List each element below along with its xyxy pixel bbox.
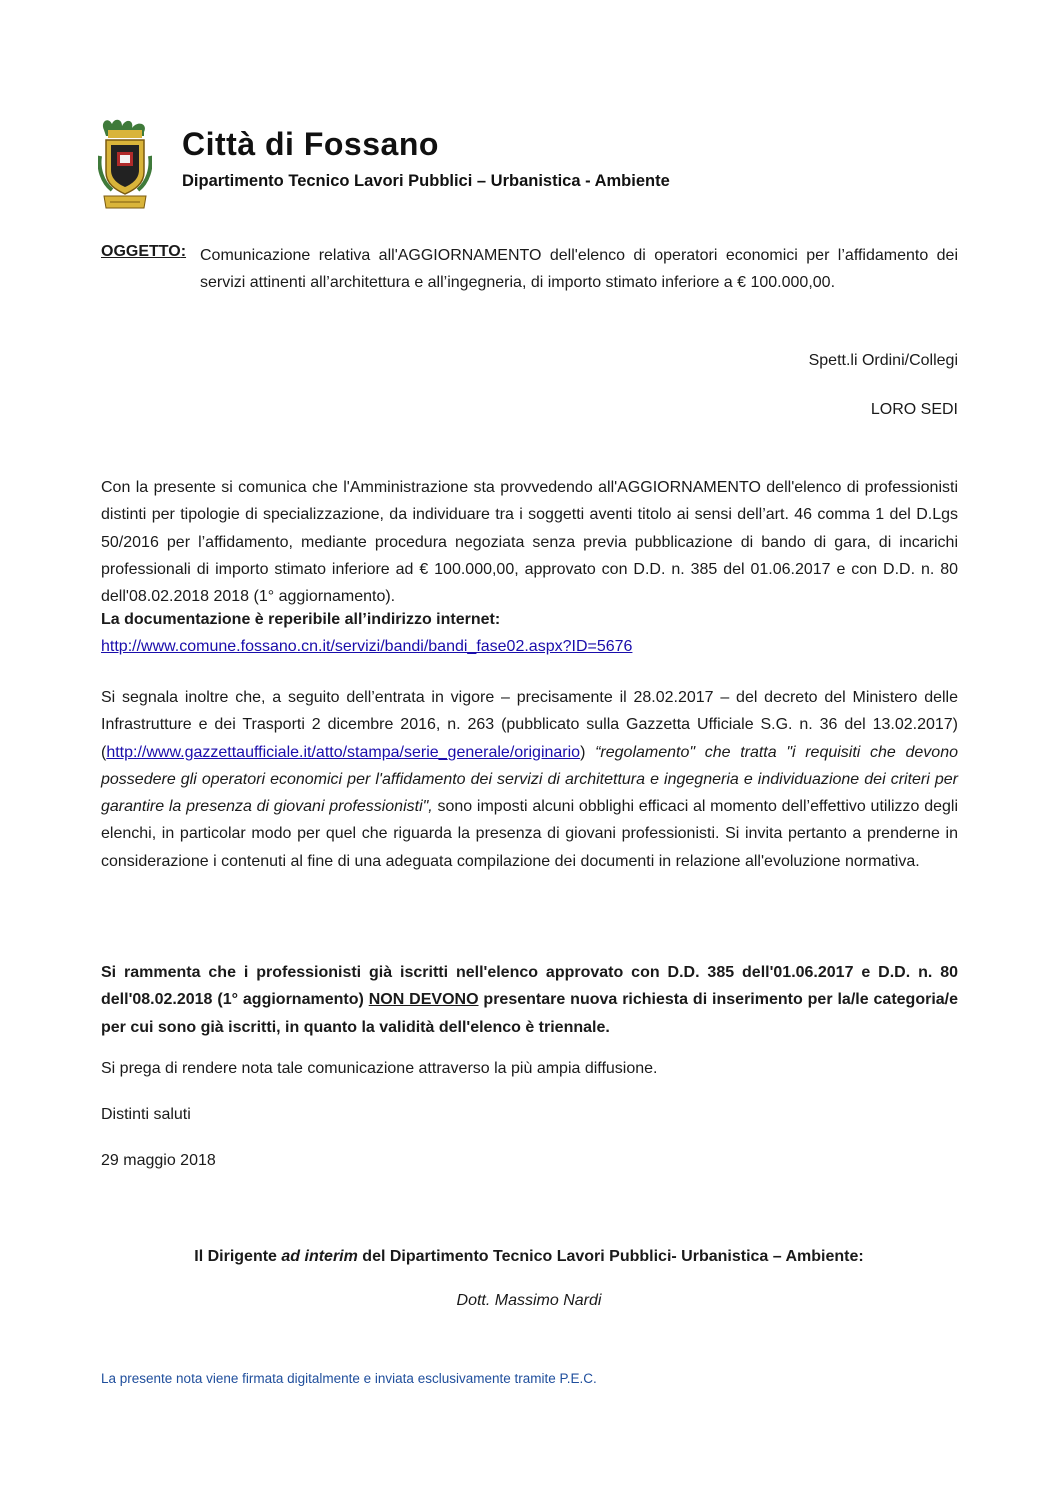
paragraph-3-text-b: presentare nuova richiesta di inserimento per la/le categoria/e per cui sono già iscritti, in quanto la validità dell'elenco è triennale. (101, 991, 958, 1036)
subject-text: Comunicazione relativa all'AGGIORNAMENTO dell'elenco di operatori economici per l’affidamento dei servizi attinenti all’architettura e all’ingegneria, di importo stimato inferiore a € 100.000,00. (200, 247, 958, 291)
department-title: Dipartimento Tecnico Lavori Pubblici – Urbanistica - Ambiente (182, 172, 670, 190)
documentation-label: La documentazione è reperibile all’indirizzo internet: (101, 611, 501, 628)
recipient-line-2: LORO SEDI (870, 401, 958, 418)
signatory-name: Dott. Massimo Nardi (456, 1292, 602, 1309)
closing-greeting: Distinti saluti (101, 1106, 191, 1123)
documentation-link[interactable]: http://www.comune.fossano.cn.it/servizi/bandi/bandi_fase02.aspx?ID=5676 (101, 638, 633, 655)
subject-label-text: OGGETTO (101, 243, 181, 260)
paragraph-2-text-b: ) (580, 743, 586, 761)
city-coat-of-arms-icon (98, 116, 152, 212)
regulation-quote: “regolamento" che tratta "i requisiti che devono possedere gli operatori economici per l'affidamento dei servizi di architettura e ingegneria e individuazione dei criteri per garantire la presenza di giovani professionisti", (101, 743, 958, 816)
non-devono-emphasis: NON DEVONO (368, 991, 479, 1009)
subject-label: OGGETTO: (101, 243, 187, 260)
signature-ad-interim: ad interim (281, 1248, 358, 1265)
signature-text-b: del Dipartimento Tecnico Lavori Pubblici- Urbanistica – Ambiente: (357, 1248, 864, 1265)
signature-title (0, 1248, 1058, 1266)
body-paragraph-2 (101, 684, 958, 875)
signature-text-a: Il Dirigente (194, 1248, 282, 1265)
gazzetta-link[interactable]: http://www.gazzettaufficiale.it/atto/stampa/serie_generale/originario (106, 743, 581, 761)
body-paragraph-3 (101, 959, 958, 1041)
paragraph-3-text-a: Si rammenta che i professionisti già iscritti nell'elenco approvato con D.D. 385 dell'01.06.2017 e D.D. n. 80 dell'08.02.2018 (1° aggiornamento) (101, 964, 958, 1009)
paragraph-2-text-c: sono imposti alcuni obblighi efficaci al momento dell’effettivo utilizzo degli elenchi, in particolar modo per quel che riguarda la presenza di giovani professionisti. Si invita pertanto a prenderne in considerazione i contenuti al fine di una adeguata compilazione dei documenti in relazione all'evoluzione normativa. (101, 798, 958, 870)
body-paragraph-1: Con la presente si comunica che l'Amministrazione sta provvedendo all'AGGIORNAMENTO dell'elenco di professionisti distinti per tipologie di specializzazione, da individuare tra i soggetti aventi titolo ai sensi dell’art. 46 comma 1 del D.Lgs 50/2016 per l’affidamento, mediante procedura negoziata senza previa pubblicazione di bando di gara, di incarichi professionali di importo stimato inferiore ad € 100.000,00, approvato con D.D. n. 385 del 01.06.2017 e con D.D. n. 80 dell'08.02.2018 2018 (1° aggiornamento). (101, 479, 958, 606)
body-paragraph-4: Si prega di rendere nota tale comunicazione attraverso la più ampia diffusione. (101, 1060, 658, 1077)
paragraph-2-text-a: Si segnala inoltre che, a seguito dell’entrata in vigore – precisamente il 28.02.2017 – del decreto del Ministero delle Infrastrutture e dei Trasporti 2 dicembre 2016, n. 263 (pubblicato sulla Gazzetta Ufficiale S.G. n. 36 del 13.02.2017) ( (101, 689, 958, 761)
city-title: Città di Fossano (182, 126, 439, 162)
letter-date: 29 maggio 2018 (101, 1152, 216, 1169)
footer-note: La presente nota viene firmata digitalmente e inviata esclusivamente tramite P.E.C. (101, 1371, 597, 1386)
recipient-line-1: Spett.li Ordini/Collegi (808, 352, 958, 369)
